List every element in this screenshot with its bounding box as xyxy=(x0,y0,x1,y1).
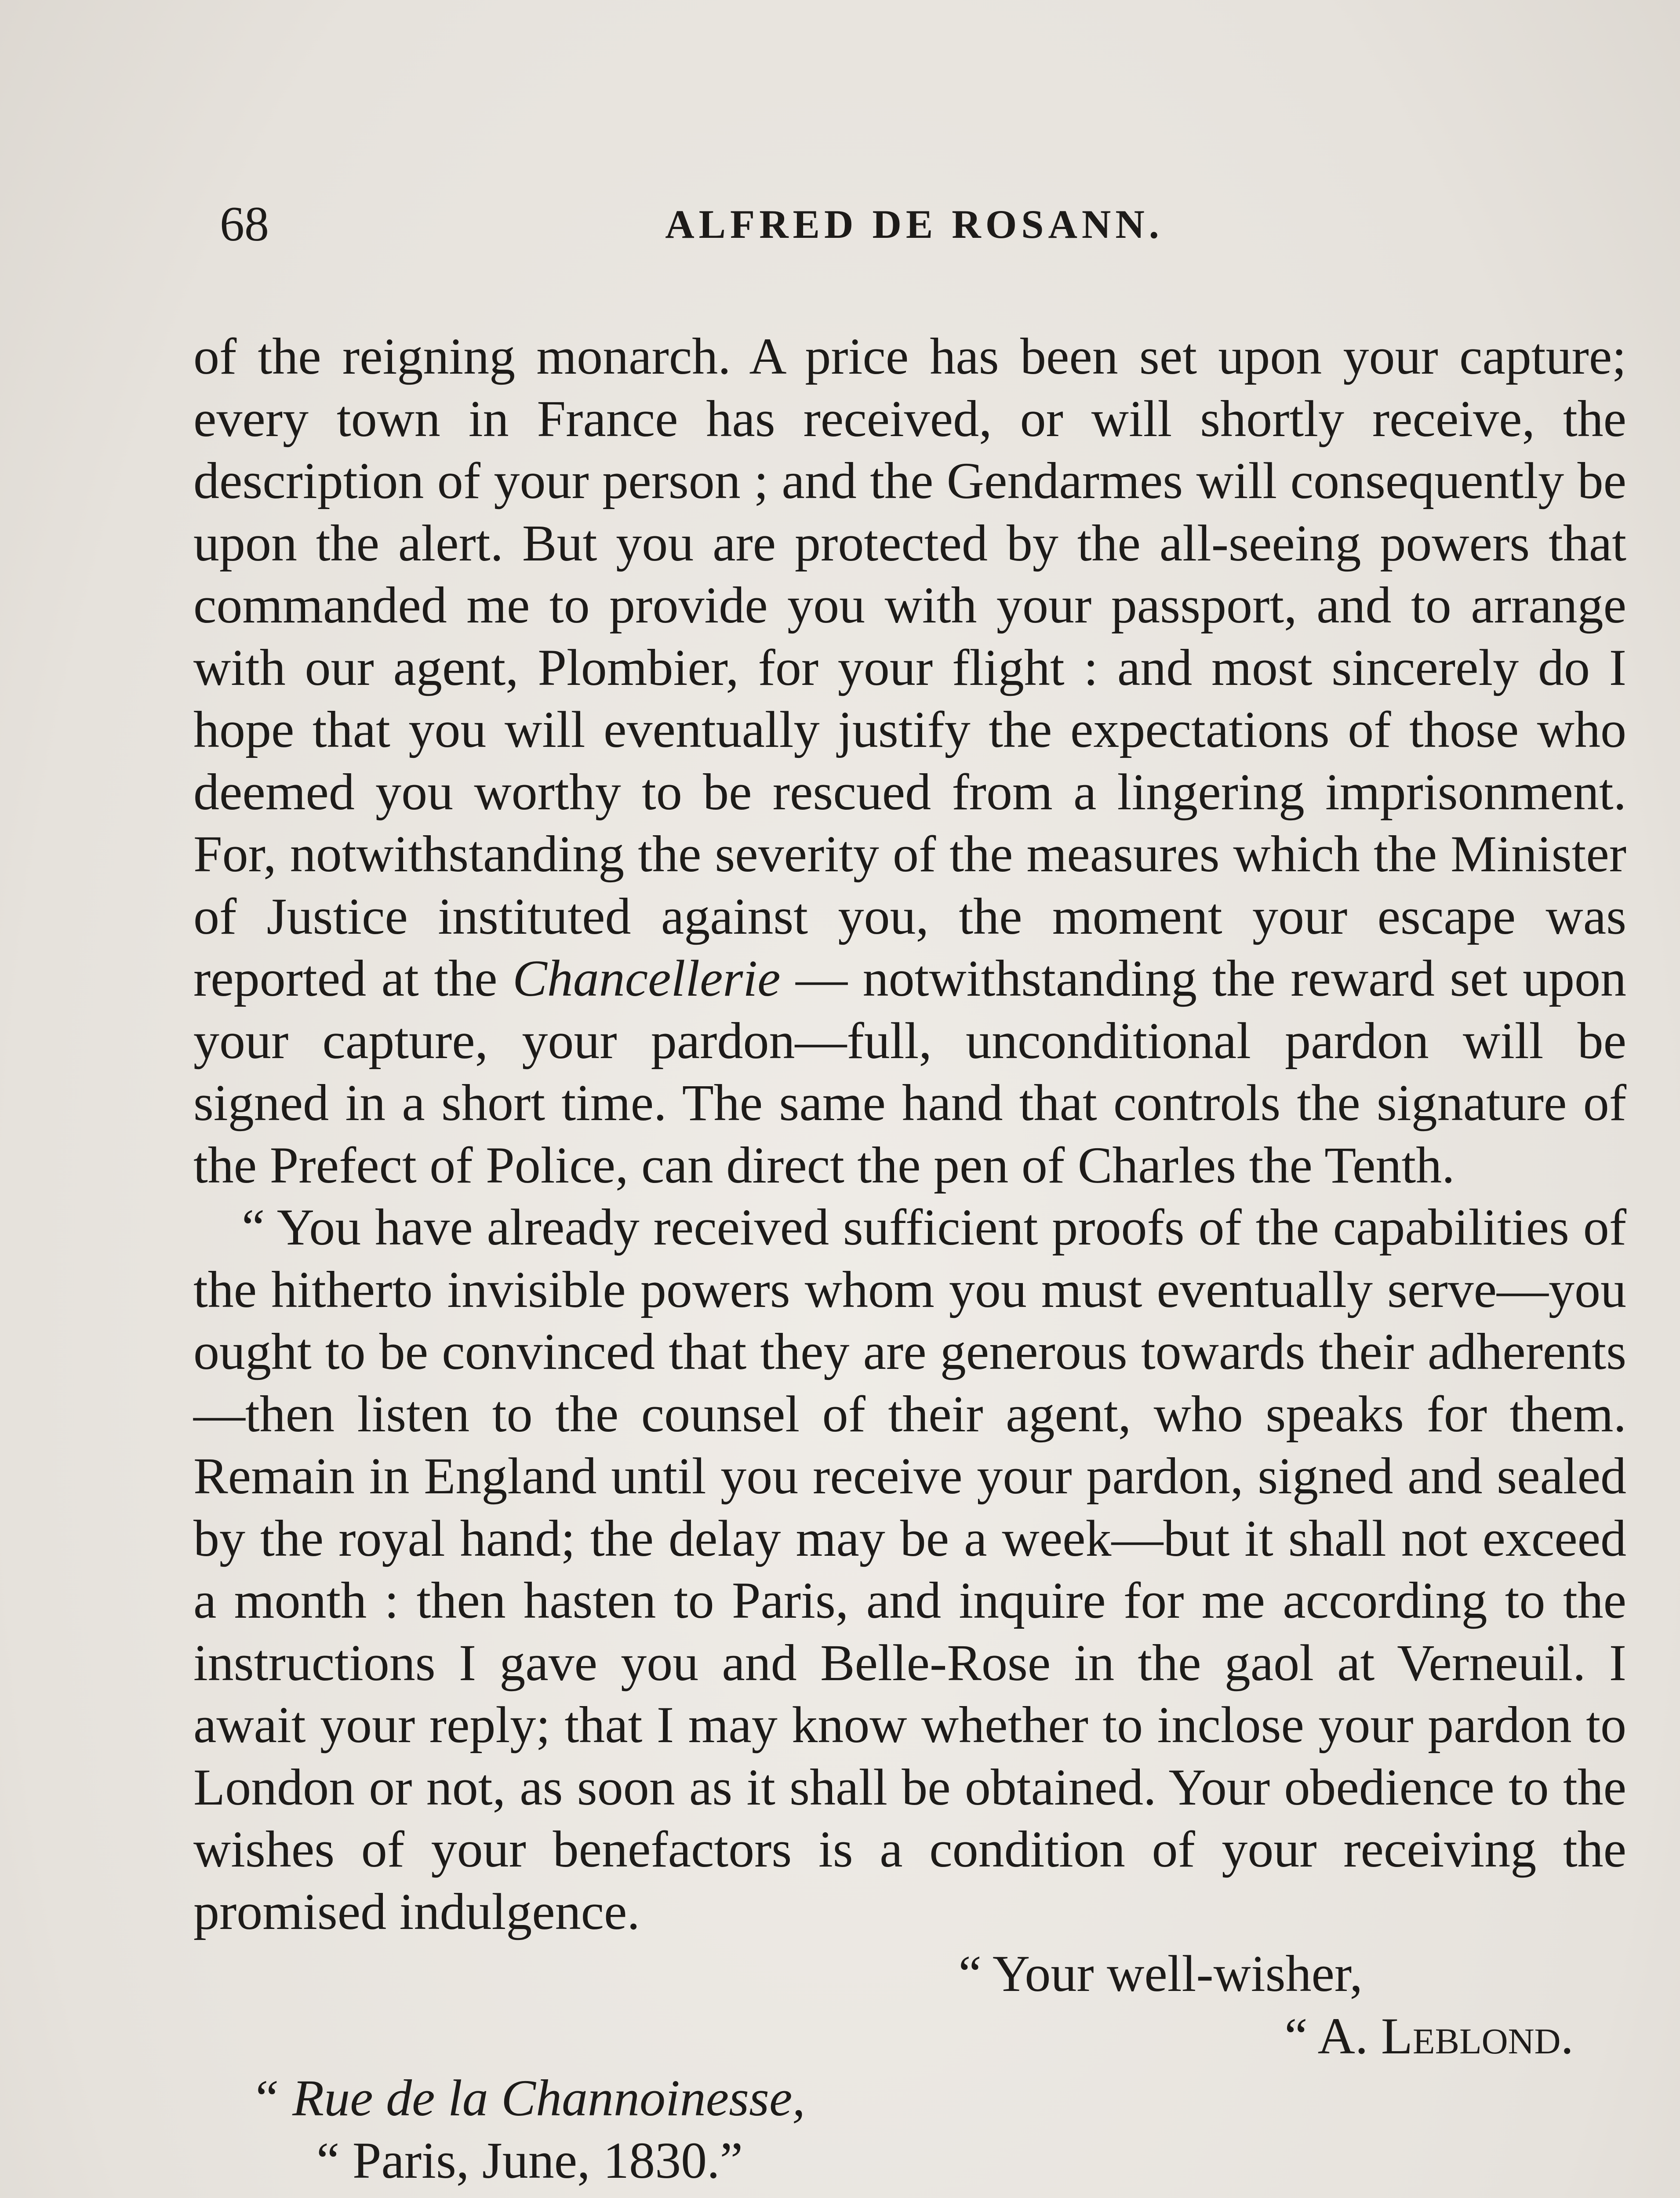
paragraph-2: “ You have already received sufficient proofs of the capabilities of the hitherto invisible powers whom you must eventually serve—you ought to be convinced that they are generous towards their adherents—then listen to the counsel of their agent, who speaks for them. Remain in England until you receive your pardon, signed and sealed by the royal hand; the delay may be a week—but it shall not exceed a month : then hasten to Paris, and inquire for me according to the instructions I gave you and Belle-Rose in the gaol at Verneuil. I await your reply; that I may know whether to inclose your pardon to London or not, as soon as it shall be obtained. Your obedience to the wishes of your benefactors is a condition of your receiving the promised indulgence. xyxy=(193,1198,1626,1940)
running-head: ALFRED DE ROSANN. xyxy=(665,202,1164,247)
address-street: “ Rue de la Channoinesse, xyxy=(251,2069,805,2127)
address-line-2: “ Paris, June, 1830.” xyxy=(316,2131,743,2189)
page-number: 68 xyxy=(220,197,269,251)
paragraph-1-before-italic: of the reigning monarch. A price has been set upon your capture; every town in France has received, or will shortly receive, the description of your person ; and the Gendarmes will consequently be upon the alert. But you are protected by the all-seeing powers that commanded me to provide you with your passport, and to arrange with our agent, Plombier, for your flight : and most sincerely do I hope that you will eventually justify the expectations of those who deemed you worthy to be rescued from a lingering imprisonment. For, notwithstanding the severity of the measures which the Minister of Justice instituted against you, the moment your escape was reported at the xyxy=(193,328,1626,1007)
letter-signature: “ A. Leblond. xyxy=(1284,2007,1574,2065)
paragraph-gap xyxy=(193,2191,1626,2198)
page-header xyxy=(211,189,1618,259)
chancellerie-italic: Chancellerie xyxy=(513,950,781,1007)
letter-signoff: “ Your well-wisher, xyxy=(958,1945,1363,2002)
paragraph-1 xyxy=(193,325,1626,1196)
body-text xyxy=(193,325,1626,2198)
address-line-1 xyxy=(193,2067,1626,2129)
paragraph-1-after-italic: — notwithstanding the reward set upon your capture, your pardon—full, unconditional pardon will be signed in a short time. The same hand that controls the signature of the Prefect of Police, can direct the pen of Charles the Tenth. xyxy=(193,950,1626,1194)
